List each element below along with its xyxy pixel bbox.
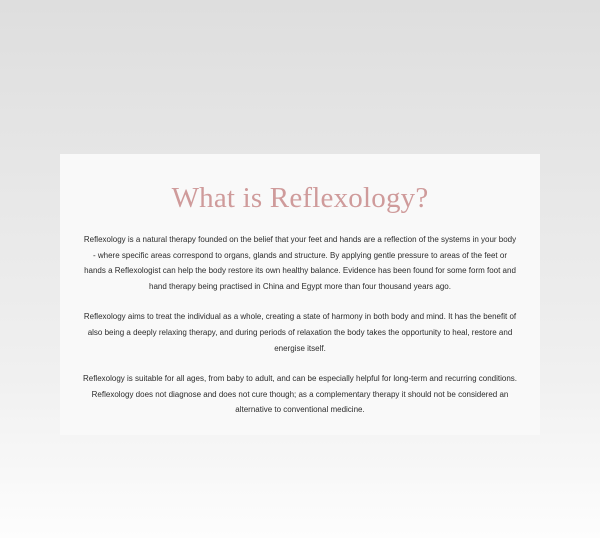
info-card <box>60 154 540 435</box>
page-title: What is Reflexology? <box>171 182 429 214</box>
paragraph-definition: Reflexology is a natural therapy founded on the belief that your feet and hands are a reflection of the systems in your body - where specific areas correspond to organs, glands and structure. By applying gentle pressure to areas of the feet or hands a Reflexologist can help the body restore its own healthy balance. Evidence has been found for some form foot and hand therapy being practised in China and Egypt more than four thousand years ago. <box>83 235 517 291</box>
paragraph-suitability: Reflexology is suitable for all ages, from baby to adult, and can be especially helpful for long-term and recurring conditions. Reflexology does not diagnose and does not cure though; as a complementary therapy it should not be considered an alternative to conventional medicine. <box>82 374 517 415</box>
paragraph-aims: Reflexology aims to treat the individual as a whole, creating a state of harmony in both body and mind. It has the benefit of also being a deeply relaxing therapy, and during periods of relaxation the body takes the opportunity to heal, restore and energise itself. <box>83 312 517 353</box>
